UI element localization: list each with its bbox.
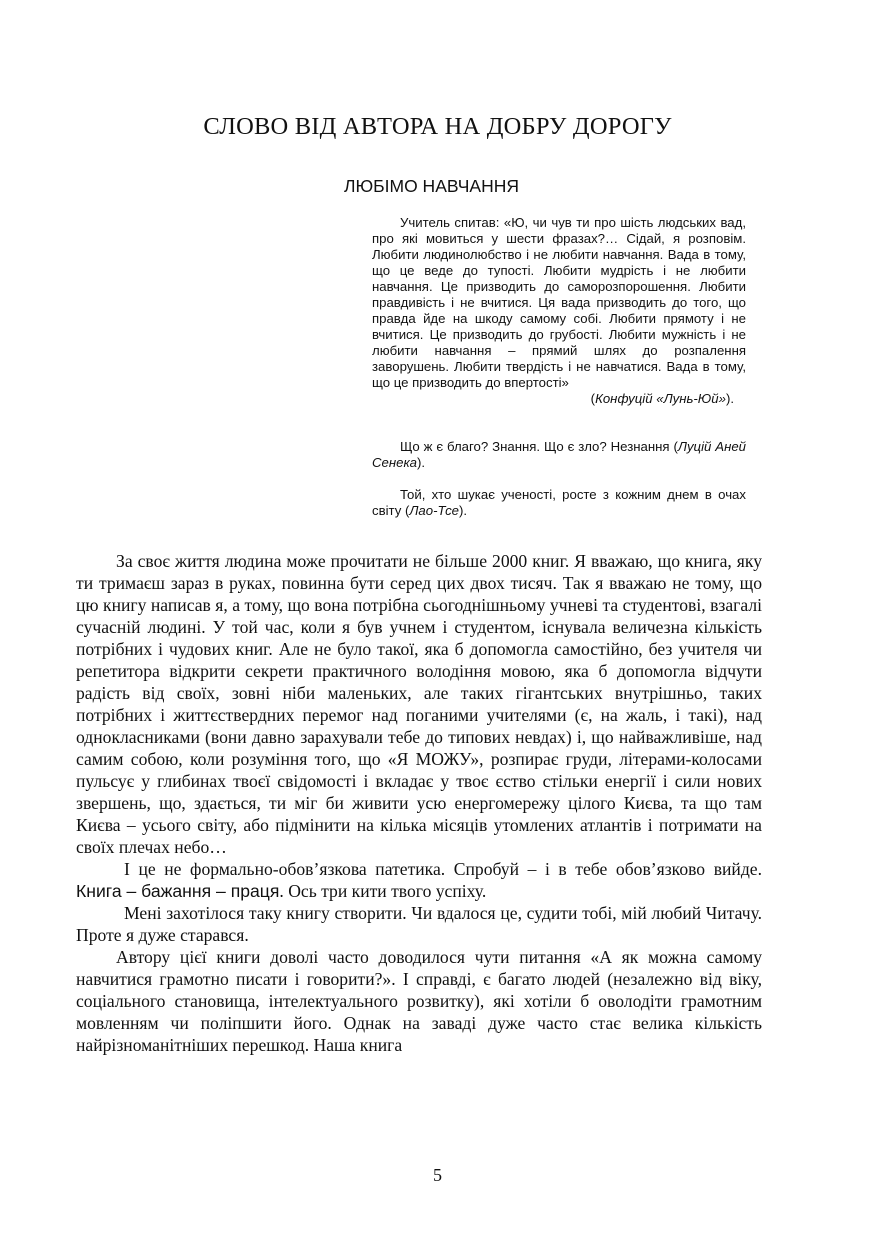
page-title: СЛОВО ВІД АВТОРА НА ДОБРУ ДОРОГУ bbox=[203, 113, 672, 140]
page-number: 5 bbox=[433, 1165, 442, 1185]
epigraph-text: Учитель спитав: «Ю, чи чув ти про шість людських вад, про які мовиться у шести фразах?… Сідай, я розповім. Любити людинолюбство і не любити навчання. Вада в тому, що це веде до тупості. Любити мудрість і не любити навчання. Це призводить до саморозпорошення. Любити правдивість і не вчитися. Ця вада призводить до того, що правда йде на шкоду самому собі. Любити прямоту і не вчитися. Це призводить до грубості. Любити мужність і не любити навчання – прямий шлях до розпалення заворушень. Любити твердість і не навчатися. Вада в тому, що це призводить до впертості» bbox=[372, 215, 746, 390]
paragraph: Мені захотілося таку книгу створити. Чи вдалося це, судити тобі, мій любий Читачу. Проте я дуже старався. bbox=[76, 903, 762, 945]
section-subtitle: ЛЮБІМО НАВЧАННЯ bbox=[344, 176, 520, 196]
paragraph: За своє життя людина може прочитати не більше 2000 книг. Я вважаю, що книга, яку ти тримаєш зараз в руках, повинна бути серед цих двох тисяч. Так я вважаю не тому, що цю книгу написав я, а тому, що вона потрібна сьогоднішньому учневі та студентові, взагалі сучасній людині. У той час, коли я був учнем і студентом, існувала величезна кількість потрібних і чудових книг. Але не було такої, яка б допомогла самостійно, без учителя чи репетитора відкрити секрети практичного володіння мовою, яка б допомогла відчути радість від своїх, зовні ніби маленьких, але таких гігантських внутрішньо, таких потрібних і життєствердних перемог над поганими учителями (є, на жаль, і такі), над однокласниками (вони давно зарахували тебе до типових невдах) і, що найважливіше, над самим собою, коли розуміння того, що «Я МОЖУ», розпирає груди, літерами-колосами пульсує у глибинах твоєї свідомості і вкладає у твоє єство стільки енергії і сили нових звершень, що, здається, ти міг би живити усю енергомережу цілого Києва, та що там Києва – усього світу, або підмінити на кілька місяців утомлених атлантів і потримати на своїх плечах небо… bbox=[76, 551, 762, 857]
epigraph-author: Лао-Тсе bbox=[409, 503, 460, 518]
paragraph: І це не формально-обов’язкова патетика. Спробуй – і в тебе обов’язково вийде. Книга – бажання – праця. Ось три кити твого успіху. bbox=[76, 859, 762, 901]
epigraph-text: Що ж є благо? Знання. Що є зло? Незнання ( bbox=[400, 439, 678, 454]
epigraph-author: Луцій Аней Сенека bbox=[372, 439, 746, 470]
epigraph-seneca: Що ж є благо? Знання. Що є зло? Незнання (Луцій Аней Сенека). bbox=[372, 439, 746, 470]
epigraph-confucius bbox=[372, 215, 746, 407]
epigraph-text: Той, хто шукає ученості, росте з кожним днем в очах світу ( bbox=[372, 487, 746, 518]
paragraph: Автору цієї книги доволі часто доводилося чути питання «А як можна самому навчитися грамотно писати і говорити?». І справді, є багато людей (незалежно від віку, соціального становища, інтелектуального розвитку), які хотіли б оволодіти грамотним мовленням чи поліпшити його. Однак на заваді дуже часто стає велика кількість найрізноманітніших перешкод. Наша книга bbox=[76, 947, 762, 1055]
epigraph-attribution-line: (Конфуцій «Лунь-Юй»). bbox=[590, 391, 734, 406]
emphasis-phrase: Книга – бажання – праця bbox=[76, 881, 280, 901]
epigraph-lao-tse: Той, хто шукає ученості, росте з кожним днем в очах світу (Лао-Тсе). bbox=[372, 487, 746, 518]
epigraph-author: Конфуцій «Лунь-Юй» bbox=[595, 391, 726, 406]
body-text bbox=[76, 550, 762, 1056]
